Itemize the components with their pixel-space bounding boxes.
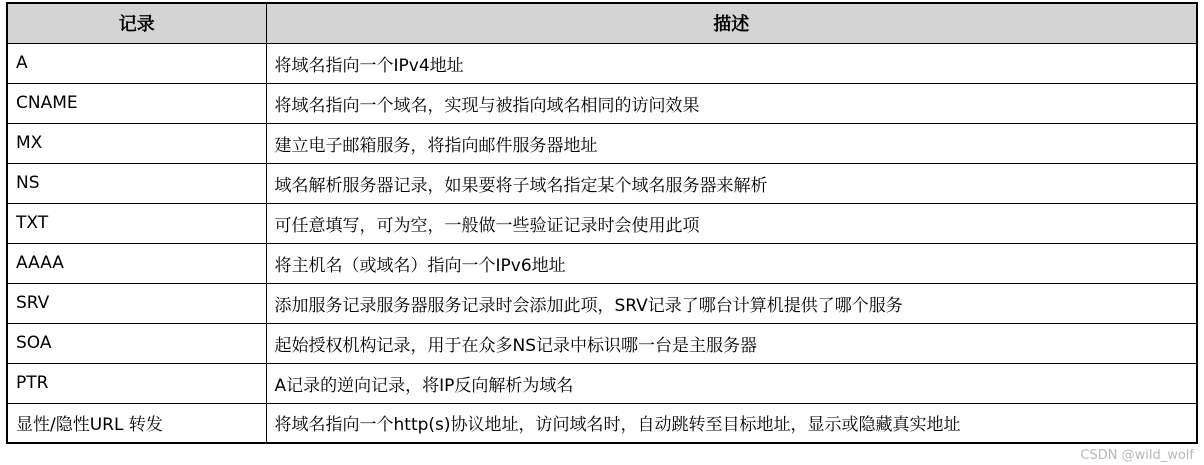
record-type-cell: PTR <box>7 363 266 403</box>
table-row <box>7 163 1197 203</box>
record-type-cell: SRV <box>7 283 266 323</box>
record-type-cell: A <box>7 43 266 83</box>
record-description-cell: 建立电子邮箱服务，将指向邮件服务器地址 <box>266 123 1197 163</box>
table-row <box>7 83 1197 123</box>
record-description-cell: 域名解析服务器记录，如果要将子域名指定某个域名服务器来解析 <box>266 163 1197 203</box>
table-row <box>7 323 1197 363</box>
table-row <box>7 243 1197 283</box>
table-row <box>7 283 1197 323</box>
header-description: 描述 <box>266 3 1197 43</box>
record-description-cell: 可任意填写，可为空，一般做一些验证记录时会使用此项 <box>266 203 1197 243</box>
record-type-cell: AAAA <box>7 243 266 283</box>
record-type-cell: MX <box>7 123 266 163</box>
record-type-cell: 显性/隐性URL 转发 <box>7 403 266 443</box>
record-type-cell: SOA <box>7 323 266 363</box>
record-description-cell: 将域名指向一个http(s)协议地址，访问域名时，自动跳转至目标地址，显示或隐藏真实地址 <box>266 403 1197 443</box>
record-type-cell: CNAME <box>7 83 266 123</box>
dns-record-table <box>6 2 1198 444</box>
table-header-row <box>7 3 1197 43</box>
record-description-cell: 将主机名（或域名）指向一个IPv6地址 <box>266 243 1197 283</box>
table-row <box>7 123 1197 163</box>
header-record: 记录 <box>7 3 266 43</box>
table-row <box>7 403 1197 443</box>
record-description-cell: 将域名指向一个IPv4地址 <box>266 43 1197 83</box>
record-type-cell: NS <box>7 163 266 203</box>
record-type-cell: TXT <box>7 203 266 243</box>
table-row <box>7 43 1197 83</box>
table-row <box>7 203 1197 243</box>
record-description-cell: 将域名指向一个域名，实现与被指向域名相同的访问效果 <box>266 83 1197 123</box>
record-description-cell: A记录的逆向记录，将IP反向解析为域名 <box>266 363 1197 403</box>
table-row <box>7 363 1197 403</box>
record-description-cell: 添加服务记录服务器服务记录时会添加此项，SRV记录了哪台计算机提供了哪个服务 <box>266 283 1197 323</box>
watermark: CSDN @wild_wolf <box>1080 448 1194 463</box>
record-description-cell: 起始授权机构记录，用于在众多NS记录中标识哪一台是主服务器 <box>266 323 1197 363</box>
table-body <box>7 43 1197 443</box>
